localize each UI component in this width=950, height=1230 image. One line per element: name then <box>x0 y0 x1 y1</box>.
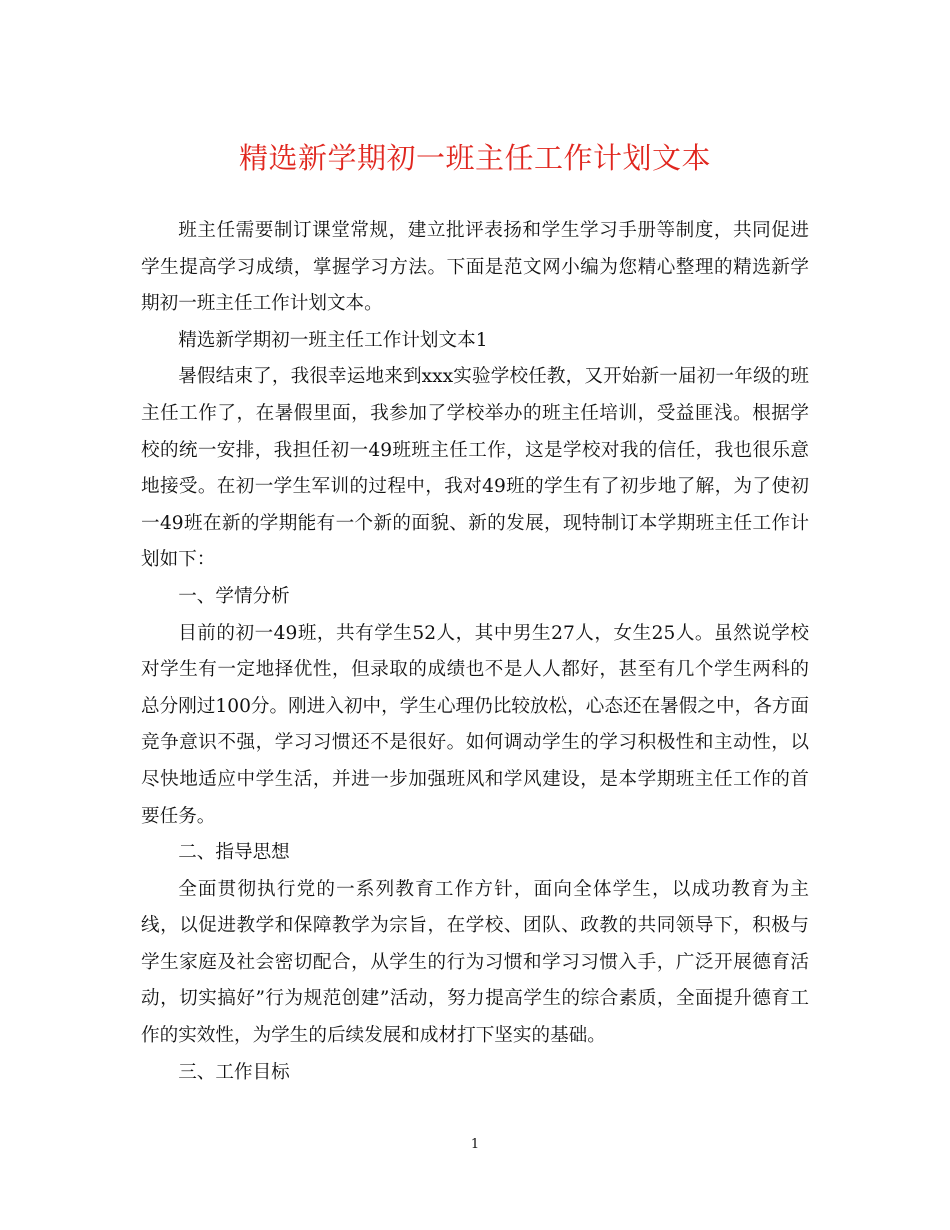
document-title: 精选新学期初一班主任工作计划文本 <box>238 141 711 175</box>
opening-paragraph: 暑假结束了，我很幸运地来到xxx实验学校任教，又开始新一届初一年级的班主任工作了，在暑假里面，我参加了学校举办的班主任培训，受益匪浅。根据学校的统一安排，我担任初一49班班主任工作，这是学校对我的信任，我也很乐意地接受。在初一学生军训的过程中，我对49班的学生有了初步地了解，为了使初一49班在新的学期能有一个新的面貌、新的发展，现特制订本学期班主任工作计划如下： <box>141 366 809 571</box>
heading-work-goals: 三、工作目标 <box>178 1061 290 1083</box>
document-body <box>141 213 809 1091</box>
heading-guiding-ideology: 二、指导思想 <box>178 842 290 864</box>
page-number: 1 <box>470 1137 480 1152</box>
heading-situation-analysis: 一、学情分析 <box>178 585 290 607</box>
situation-analysis-paragraph: 目前的初一49班，共有学生52人，其中男生27人，女生25人。虽然说学校对学生有一定地择优性，但录取的成绩也不是人人都好，甚至有几个学生两科的总分刚过100分。刚进入初中，学生心理仍比较放松，心态还在暑假之中，各方面竞争意识不强，学习习惯还不是很好。如何调动学生的学习积极性和主动性，以尽快地适应中学生活，并进一步加强班风和学风建设，是本学期班主任工作的首要任务。 <box>141 622 809 827</box>
section-heading-text-1: 精选新学期初一班主任工作计划文本1 <box>178 329 488 351</box>
intro-paragraph: 班主任需要制订课堂常规，建立批评表扬和学生学习手册等制度，共同促进学生提高学习成绩，掌握学习方法。下面是范文网小编为您精心整理的精选新学期初一班主任工作计划文本。 <box>141 220 809 315</box>
guiding-ideology-paragraph: 全面贯彻执行党的一系列教育工作方针，面向全体学生，以成功教育为主线，以促进教学和保障教学为宗旨，在学校、团队、政教的共同领导下，积极与学生家庭及社会密切配合，从学生的行为习惯和学习习惯入手，广泛开展德育活动，切实搞好”行为规范创建”活动，努力提高学生的综合素质，全面提升德育工作的实效性，为学生的后续发展和成材打下坚实的基础。 <box>141 878 809 1047</box>
